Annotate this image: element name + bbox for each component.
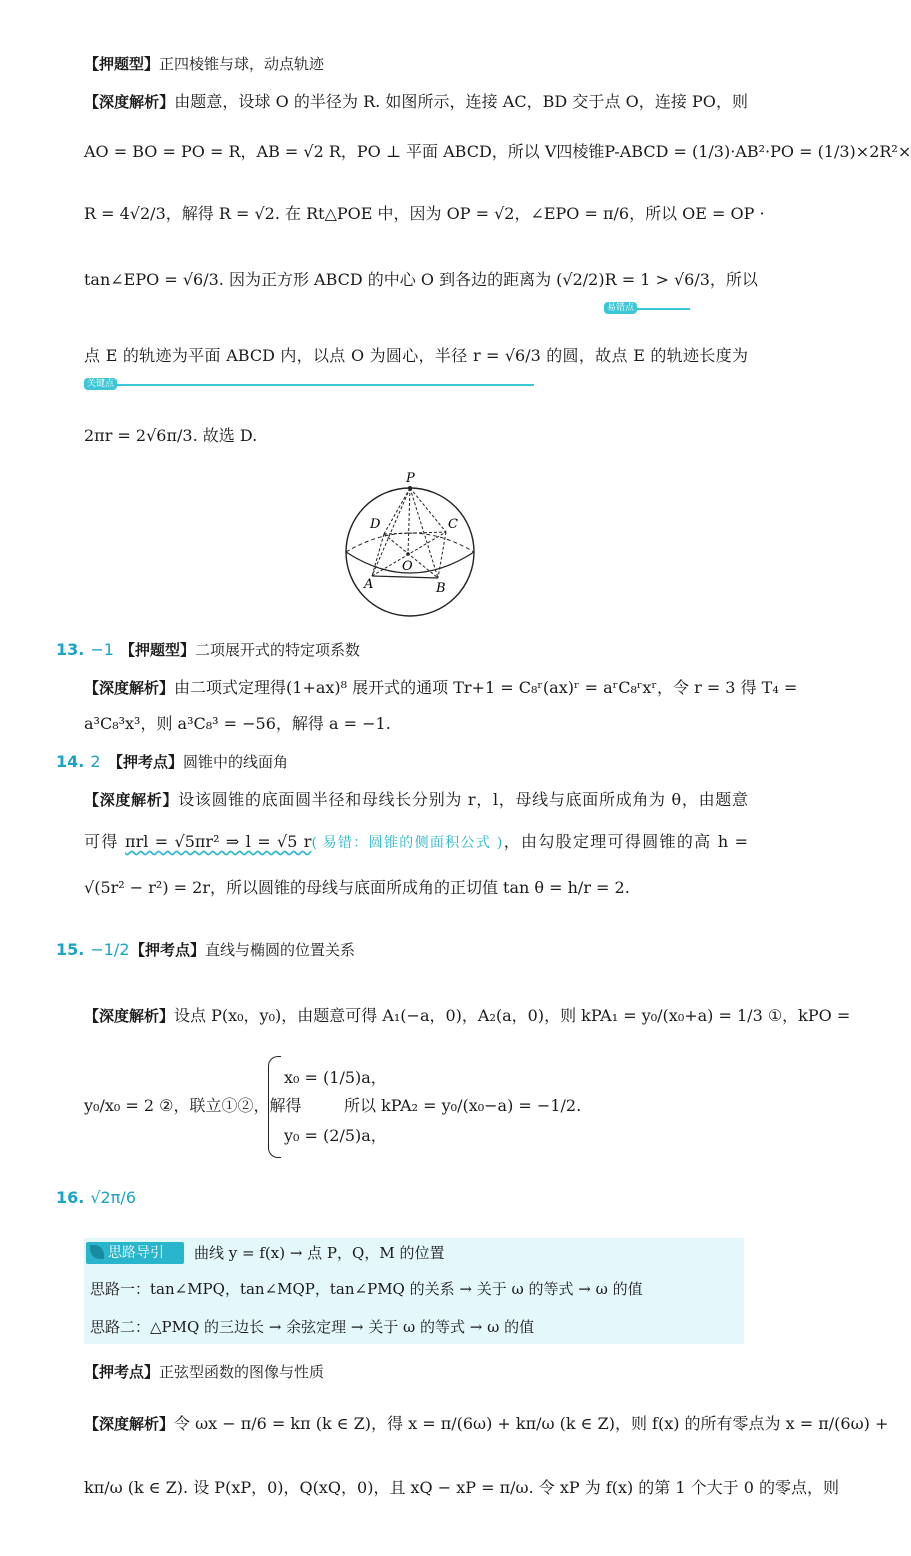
p14-number-row <box>56 752 101 771</box>
p12-type-label: 【押题型】 <box>84 55 160 73</box>
p15-system-eq2: y₀ = (2/5)a， <box>284 1126 387 1145</box>
p14-analysis-label: 【深度解析】 <box>84 791 179 809</box>
p15-system-brace <box>268 1056 281 1158</box>
p15-line-2b: 所以 kPA₂ = y₀/(x₀−a) = −1/2. <box>344 1096 582 1115</box>
label-p: P <box>406 471 415 486</box>
p14-wavy-formula: πrl = √5πr² ⇒ l = √5 r <box>125 832 312 851</box>
p14-type-row <box>108 750 748 774</box>
p15-type-row <box>130 938 748 962</box>
p15-type-label: 【押考点】 <box>130 941 206 959</box>
point-o <box>406 552 410 556</box>
p12-type-row <box>84 52 748 76</box>
p13-analysis-label: 【深度解析】 <box>84 679 175 697</box>
p15-line-2a: y₀/x₀ = 2 ②，联立①②，解得 <box>84 1096 302 1115</box>
p16-type-row <box>84 1360 748 1384</box>
p16-number: 16. <box>56 1188 85 1207</box>
p16-line-1 <box>84 1412 889 1436</box>
p13-text-1: 由二项式定理得(1+ax)⁸ 展开式的通项 Tr+1 = C₈ʳ(ax)ʳ = aʳC₈ʳxʳ，令 r = 3 得 T₄ = <box>174 678 798 697</box>
label-c: C <box>448 517 458 532</box>
p14-error-hint: ( 易错：圆锥的侧面积公式 ) <box>311 835 503 851</box>
p14-line-2 <box>84 830 748 855</box>
p13-type-text: 二项展开式的特定项系数 <box>195 641 361 659</box>
p13-number-row <box>56 640 114 659</box>
p13-line-1 <box>84 676 798 700</box>
p13-type-label: 【押题型】 <box>120 641 196 659</box>
p14-type-label: 【押考点】 <box>108 753 184 771</box>
p14-number: 14. <box>56 752 85 771</box>
p12-type-text: 正四棱锥与球，动点轨迹 <box>159 55 325 73</box>
p12-text: 由题意，设球 O 的半径为 R. 如图所示，连接 AC，BD 交于点 O，连接 PO，则 <box>174 92 748 111</box>
p12-mark1-label: 易错点 <box>604 302 637 314</box>
label-d: D <box>370 517 381 532</box>
point-p <box>408 486 412 490</box>
p15-system-eq1: x₀ = (1/5)a， <box>284 1068 387 1087</box>
p14-text-1: 设该圆锥的底面圆半径和母线长分别为 r，l，母线与底面所成角为 θ，由题意 <box>178 790 748 809</box>
p16-line-2: kπ/ω (k ∈ Z). 设 P(xP，0)，Q(xQ，0)，且 xQ − xP = π/ω. 令 xP 为 f(x) 的第 1 个大于 0 的零点，则 <box>84 1478 840 1497</box>
p13-number: 13. <box>56 640 85 659</box>
p12-line-6: 2πr = 2√6π/3. 故选 D. <box>84 426 258 445</box>
p12-line-3: R = 4√2/3，解得 R = √2. 在 Rt△POE 中，因为 OP = √2，∠EPO = π/6，所以 OE = OP · <box>84 204 765 223</box>
sphere-pyramid-figure <box>340 468 480 624</box>
thinking-guide-label: 思路导引 <box>108 1245 164 1261</box>
think-line-2: 思路一：tan∠MPQ，tan∠MQP，tan∠PMQ 的关系 → 关于 ω 的等式 → ω 的值 <box>90 1280 643 1298</box>
think-line-1: 曲线 y = f(x) → 点 P，Q，M 的位置 <box>194 1244 445 1262</box>
label-a: A <box>364 577 374 592</box>
p12-line-1 <box>84 90 748 114</box>
leaf-icon <box>90 1245 104 1259</box>
sphere-outline <box>346 488 474 616</box>
p13-answer: −1 <box>90 640 114 659</box>
think-line-3: 思路二：△PMQ 的三边长 → 余弦定理 → 关于 ω 的等式 → ω 的值 <box>90 1318 535 1336</box>
label-b: B <box>436 581 446 596</box>
p12-line-2: AO = BO = PO = R，AB = √2 R，PO ⊥ 平面 ABCD，所以 V四棱锥P-ABCD = (1/3)·AB²·PO = (1/3)×2R²× <box>84 142 911 161</box>
p15-line-1 <box>84 1004 851 1028</box>
p14-line2-end: ，由勾股定理可得圆锥的高 h = <box>502 832 749 851</box>
p14-line2-start: 可得 <box>84 832 126 851</box>
edge-ab <box>372 576 438 578</box>
p15-analysis-label: 【深度解析】 <box>84 1007 175 1025</box>
p12-line-4: tan∠EPO = √6/3. 因为正方形 ABCD 的中心 O 到各边的距离为 (√2/2)R = 1 > √6/3，所以 <box>84 270 758 289</box>
p16-type-label: 【押考点】 <box>84 1363 160 1381</box>
equator-back <box>346 533 474 552</box>
p16-type-text: 正弦型函数的图像与性质 <box>159 1363 325 1381</box>
p15-type-text: 直线与椭圆的位置关系 <box>205 941 356 959</box>
p16-analysis-label: 【深度解析】 <box>84 1415 175 1433</box>
p13-line-2: a³C₈³x³，则 a³C₈³ = −56，解得 a = −1. <box>84 714 391 733</box>
p15-number: 15. <box>56 940 85 959</box>
p14-type-text: 圆锥中的线面角 <box>183 753 289 771</box>
p16-answer: √2π/6 <box>90 1188 136 1207</box>
thinking-guide-tag <box>86 1242 184 1264</box>
p15-number-row <box>56 940 130 959</box>
p14-answer: 2 <box>90 752 101 771</box>
p15-text-1: 设点 P(x₀，y₀)，由题意可得 A₁(−a，0)，A₂(a，0)，则 kPA₁ = y₀/(x₀+a) = 1/3 ①，kPO = <box>174 1006 851 1025</box>
p16-text-1: 令 ωx − π/6 = kπ (k ∈ Z)，得 x = π/(6ω) + kπ/ω (k ∈ Z)，则 f(x) 的所有零点为 x = π/(6ω) + <box>174 1414 889 1433</box>
p12-mark2-underline <box>84 384 534 386</box>
p15-answer: −1/2 <box>90 940 130 959</box>
p16-number-row <box>56 1188 136 1207</box>
p12-analysis-label: 【深度解析】 <box>84 93 175 111</box>
p12-line-5: 点 E 的轨迹为平面 ABCD 内，以点 O 为圆心，半径 r = √6/3 的圆，故点 E 的轨迹长度为 <box>84 346 748 365</box>
p14-line-3: √(5r² − r²) = 2r，所以圆锥的母线与底面所成角的正切值 tan θ = h/r = 2. <box>84 878 630 897</box>
p12-mark2-label: 关键点 <box>84 378 117 390</box>
label-o: O <box>402 559 413 574</box>
p14-line-1 <box>84 788 748 812</box>
p13-type-row <box>120 638 748 662</box>
